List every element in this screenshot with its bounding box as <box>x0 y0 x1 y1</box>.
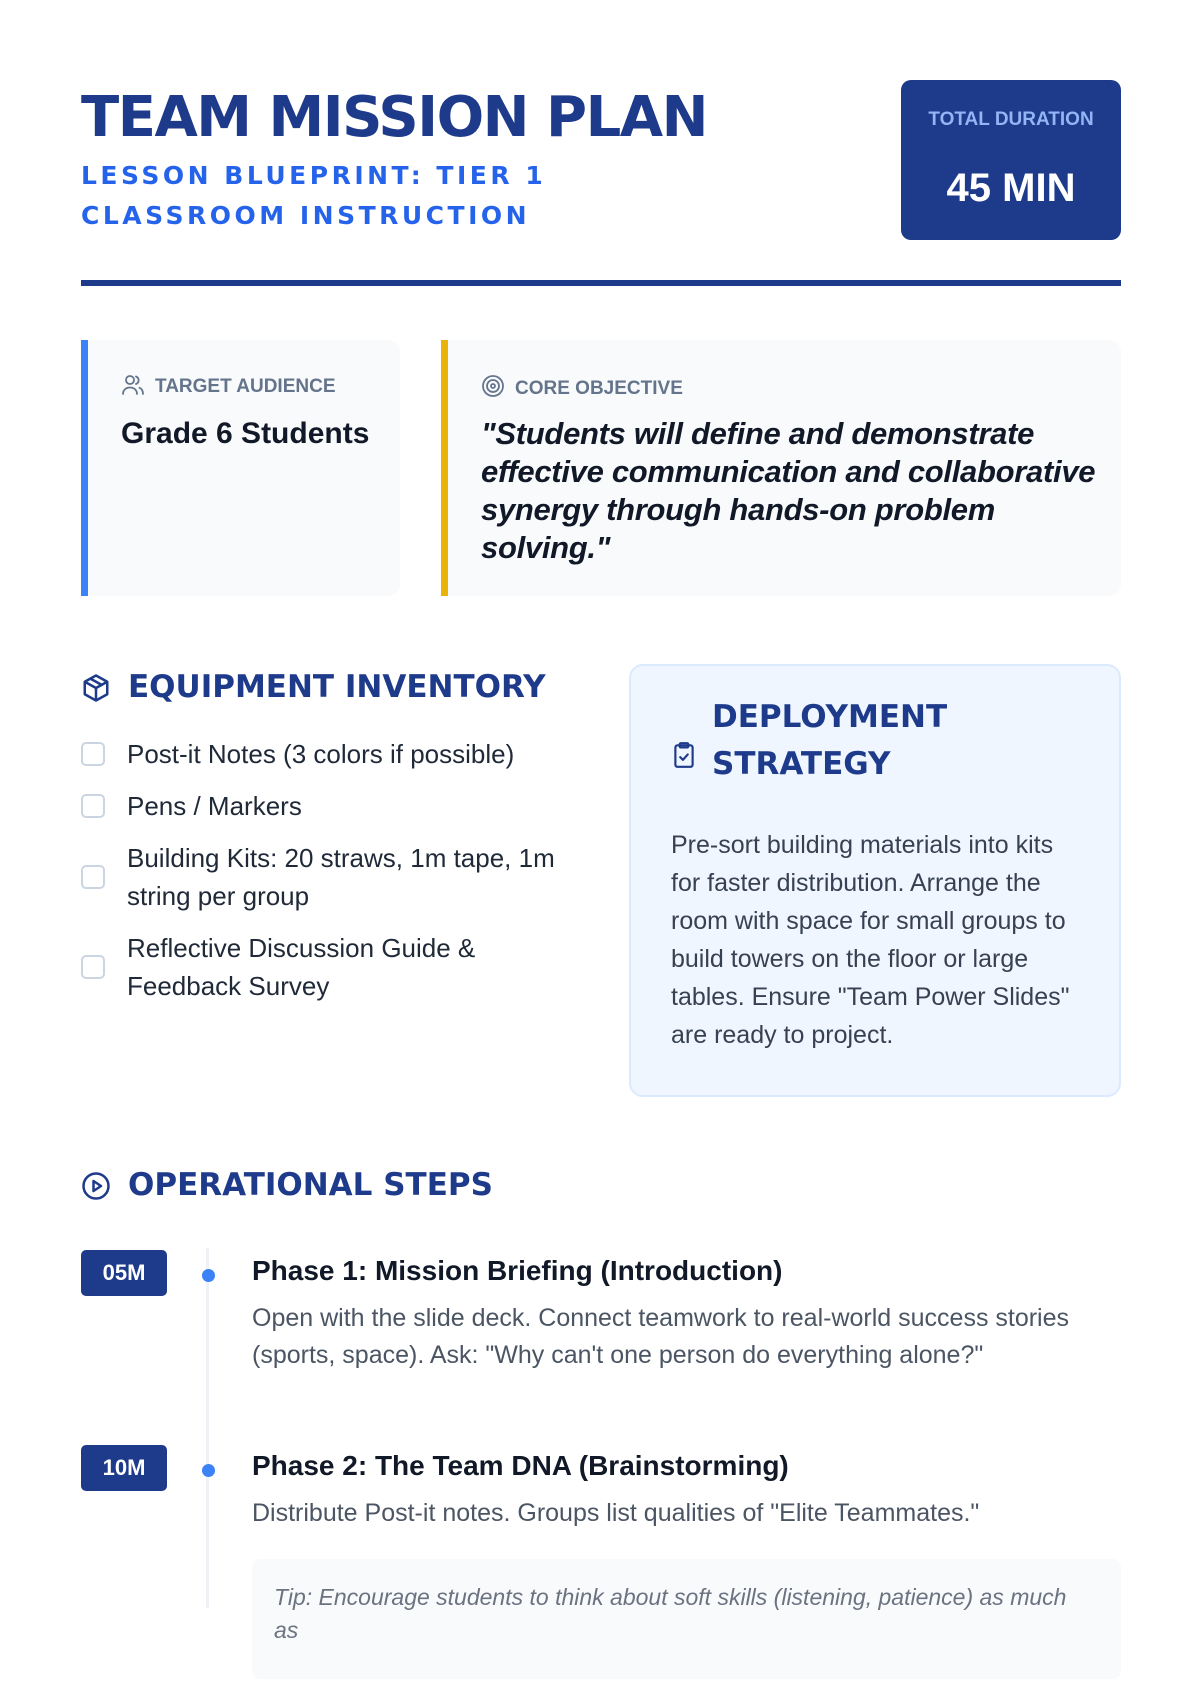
equipment-item[interactable] <box>81 929 571 1005</box>
core-objective-quote: "Students will define and demonstrate effective communication and collaborative synergy through hands-on problem solving." <box>481 416 1096 565</box>
step-tip-box <box>252 1559 1121 1679</box>
step-description: Distribute Post-it notes. Groups list qualities of "Elite Teammates." <box>252 1499 980 1527</box>
deployment-strategy-title: DEPLOYMENT STRATEGY <box>712 699 948 782</box>
equipment-checkbox[interactable] <box>81 955 105 979</box>
equipment-inventory-title: EQUIPMENT INVENTORY <box>128 669 546 705</box>
target-icon <box>481 374 505 405</box>
deployment-strategy-card <box>629 664 1121 1097</box>
step-title: Phase 2: The Team DNA (Brainstorming) <box>252 1450 789 1481</box>
step-description: Open with the slide deck. Connect teamwork to real-world success stories (sports, space). Ask: "Why can't one person do everything alone?" <box>252 1304 1070 1369</box>
equipment-checkbox[interactable] <box>81 865 105 889</box>
equipment-checkbox[interactable] <box>81 794 105 818</box>
total-duration-badge <box>901 80 1121 240</box>
equipment-item-text: Post-it Notes (3 colors if possible) <box>127 739 515 769</box>
page-title: TEAM MISSION PLAN <box>81 85 707 150</box>
equipment-item[interactable] <box>81 735 571 773</box>
timeline-step <box>81 1445 1121 1685</box>
equipment-item-text: Reflective Discussion Guide & Feedback Survey <box>127 933 476 1001</box>
clipboard-check-icon <box>671 741 697 774</box>
step-duration-badge: 10M <box>81 1445 167 1491</box>
equipment-item-text: Building Kits: 20 straws, 1m tape, 1m string per group <box>127 843 555 911</box>
equipment-checklist <box>81 735 571 1019</box>
equipment-item[interactable] <box>81 787 571 825</box>
header-divider <box>81 280 1121 286</box>
operational-steps-title: OPERATIONAL STEPS <box>128 1167 493 1203</box>
duration-value: 45 MIN <box>946 166 1076 210</box>
page-subtitle: LESSON BLUEPRINT: TIER 1 CLASSROOM INSTRUCTION <box>81 161 547 230</box>
equipment-item[interactable] <box>81 839 571 915</box>
step-tip-text: Tip: Encourage students to think about soft skills (listening, patience) as much as <box>274 1584 1067 1643</box>
box-icon <box>81 673 111 713</box>
step-title: Phase 1: Mission Briefing (Introduction) <box>252 1255 783 1286</box>
timeline-dot <box>202 1464 215 1477</box>
step-duration-badge: 05M <box>81 1250 167 1296</box>
operational-steps-heading <box>81 1165 581 1205</box>
equipment-inventory-heading <box>81 667 581 707</box>
timeline-step <box>81 1250 1121 1400</box>
play-circle-icon <box>81 1171 111 1211</box>
core-objective-label <box>481 374 683 405</box>
duration-label: TOTAL DURATION <box>928 109 1094 130</box>
core-objective-card <box>441 340 1121 596</box>
deployment-strategy-body: Pre-sort building materials into kits for faster distribution. Arrange the room with space for small groups to build towers on the floor or large tables. Ensure "Team Power Slides" are ready to project. <box>671 831 1070 1049</box>
target-audience-label-text: TARGET AUDIENCE <box>155 376 336 397</box>
equipment-item-text: Pens / Markers <box>127 791 302 821</box>
core-objective-label-text: CORE OBJECTIVE <box>515 378 683 399</box>
equipment-checkbox[interactable] <box>81 742 105 766</box>
target-audience-card <box>81 340 400 596</box>
timeline-dot <box>202 1269 215 1282</box>
target-audience-label <box>121 374 336 403</box>
users-icon <box>121 374 145 403</box>
header <box>81 80 1121 290</box>
target-audience-value: Grade 6 Students <box>121 417 370 450</box>
